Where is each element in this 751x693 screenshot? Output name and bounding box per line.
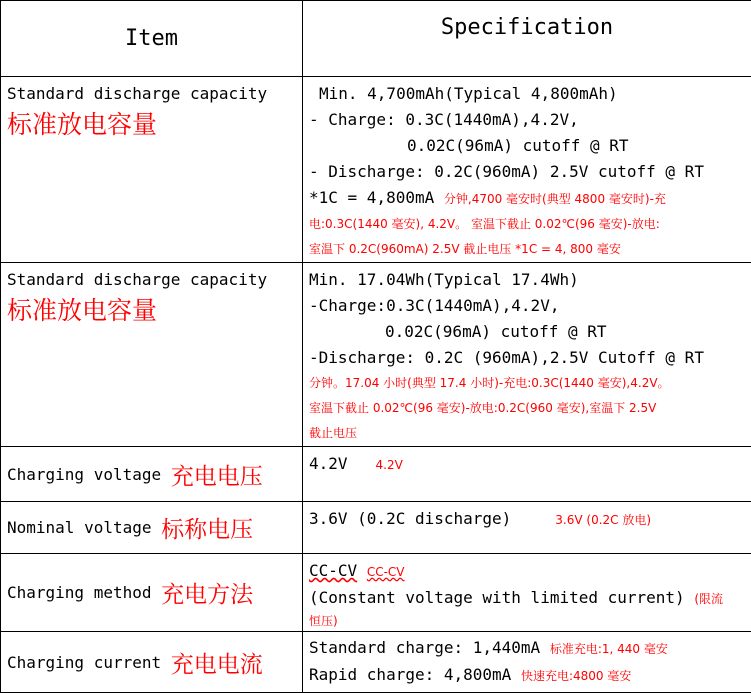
spec-translation: 快速充电:4800 毫安: [521, 669, 631, 683]
spec-line-en: 3.6V (0.2C discharge): [309, 509, 511, 528]
table-row: [1, 447, 751, 502]
spec-translation: 分钟。17.04 小时(典型 17.4 小时)-充电:0.3C(1440 毫安),4.2V。: [309, 371, 745, 396]
spec-translation: 标准充电:1, 440 毫安: [550, 642, 668, 656]
item-cell: [1, 632, 303, 693]
spec-line: -Discharge: 0.2C (960mA),2.5V Cutoff @ RT: [309, 345, 745, 371]
spec-translation: 3.6V (0.2C 放电): [555, 513, 651, 527]
spec-line: [309, 451, 745, 478]
item-cell: [1, 77, 303, 263]
item-label-zh: 标称电压: [161, 517, 253, 543]
spec-cell: [303, 632, 751, 693]
header-row: [1, 1, 751, 77]
item-label-en: Charging voltage: [7, 465, 161, 484]
spec-line-en: CC-CV: [309, 561, 357, 580]
item-header: Item: [1, 1, 303, 77]
item-label-en: Standard discharge capacity: [7, 81, 296, 107]
spec-cell: [303, 263, 751, 447]
spec-line: -Charge:0.3C(1440mA),4.2V,: [309, 293, 745, 319]
item-label-zh: 充电电压: [171, 464, 263, 490]
spec-translation: 室温下截止 0.02℃(96 毫安)-放电:0.2C(960 毫安),室温下 2.5V: [309, 396, 745, 421]
table-row: [1, 554, 751, 632]
spec-line: [309, 185, 745, 212]
spec-line: - Charge: 0.3C(1440mA),4.2V,: [309, 107, 745, 133]
item-label-zh: 充电电流: [171, 652, 263, 678]
item-cell: [1, 263, 303, 447]
spec-translation: 分钟,4700 毫安时(典型 4800 毫安时)-充: [444, 192, 666, 206]
item-label-en: Nominal voltage: [7, 518, 152, 537]
specification-header: Specification: [303, 1, 751, 77]
spec-line-en: Rapid charge: 4,800mA: [309, 665, 511, 684]
spec-cell: [303, 77, 751, 263]
spec-line: - Discharge: 0.2C(960mA) 2.5V cutoff @ RT: [309, 159, 745, 185]
spec-translation: 恒压): [309, 612, 745, 630]
spec-line: 0.02C(96mA) cutoff @ RT: [309, 319, 745, 345]
spec-line: [309, 585, 745, 612]
spec-translation: 截止电压: [309, 421, 745, 446]
spec-translation: 4.2V: [376, 458, 403, 472]
spec-line: [309, 506, 745, 533]
item-label-en: Standard discharge capacity: [7, 267, 296, 293]
spec-line: 0.02C(96mA) cutoff @ RT: [309, 133, 745, 159]
spec-translation: CC-CV: [367, 565, 405, 579]
table-row: [1, 263, 751, 447]
spec-translation: 室温下 0.2C(960mA) 2.5V 截止电压 *1C = 4, 800 毫安: [309, 237, 745, 262]
spec-line: [309, 558, 745, 585]
item-cell: [1, 447, 303, 502]
item-cell: [1, 502, 303, 554]
spec-line-en: Standard charge: 1,440mA: [309, 638, 540, 657]
spec-cell: [303, 502, 751, 554]
spec-translation: (限流: [694, 592, 723, 606]
table-row: [1, 77, 751, 263]
spec-cell: [303, 447, 751, 502]
table-row: [1, 502, 751, 554]
spec-line-en: (Constant voltage with limited current): [309, 588, 685, 607]
spec-line: [309, 635, 745, 662]
table-row: [1, 632, 751, 693]
spec-line-en: 4.2V: [309, 454, 348, 473]
item-label-zh: 标准放电容量: [7, 107, 296, 143]
item-label-en: Charging method: [7, 583, 152, 602]
spec-translation: 电:0.3C(1440 毫安), 4.2V。 室温下截止 0.02℃(96 毫安)-放电:: [309, 212, 745, 237]
item-label-en: Charging current: [7, 653, 161, 672]
item-cell: [1, 554, 303, 632]
item-label-zh: 充电方法: [161, 582, 253, 608]
spec-line-en: *1C = 4,800mA: [309, 188, 434, 207]
spec-cell: [303, 554, 751, 632]
spec-line: [309, 662, 745, 689]
item-label-zh: 标准放电容量: [7, 293, 296, 329]
spec-line: Min. 4,700mAh(Typical 4,800mAh): [309, 81, 745, 107]
spec-line: Min. 17.04Wh(Typical 17.4Wh): [309, 267, 745, 293]
